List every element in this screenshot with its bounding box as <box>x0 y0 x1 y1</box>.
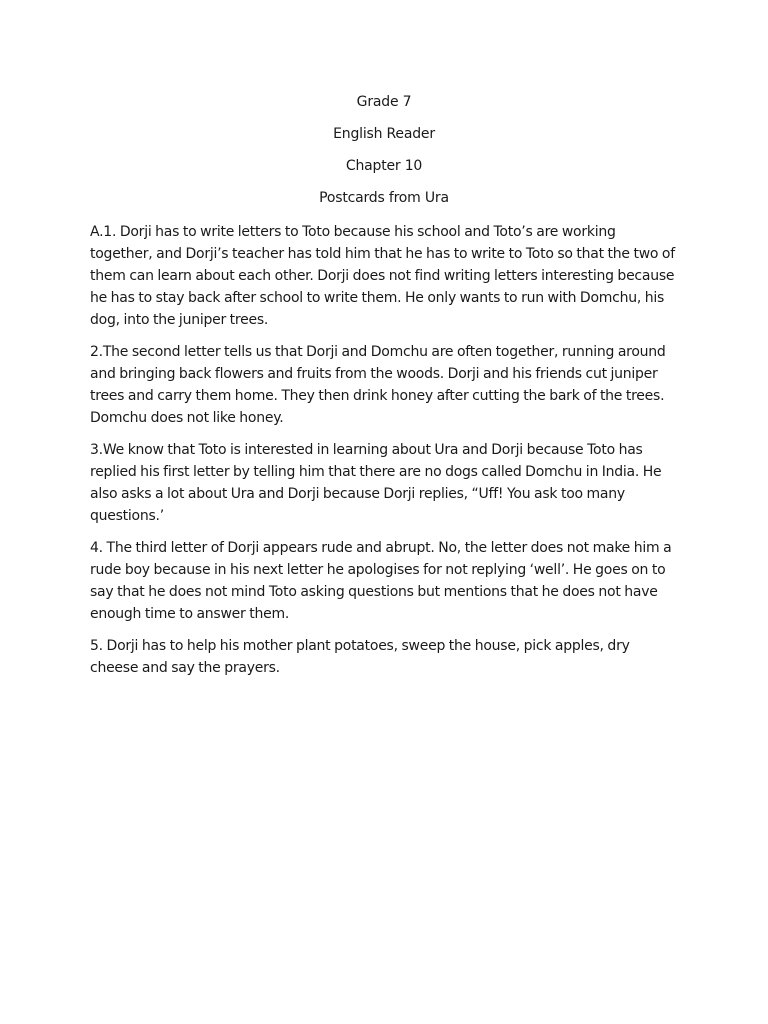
answer-4: 4. The third letter of Dorji appears rude and abrupt. No, the letter does not make him a rude boy because in his next letter he apologises for not replying ‘well’. He goes on to say that he does not mind Toto asking questions but mentions that he does not have enough time to answer them. <box>90 540 672 622</box>
chapter-title: Postcards from Ura <box>319 190 449 206</box>
grade-heading: Grade 7 <box>356 94 412 110</box>
answer-1: A.1. Dorji has to write letters to Toto because his school and Toto’s are working together, and Dorji’s teacher has told him that he has to write to Toto so that the two of them can learn about each other. Dorji does not find writing letters interesting because he has to stay back after school to write them. He only wants to run with Domchu, his dog, into the juniper trees. <box>90 224 675 328</box>
chapter-heading: Chapter 10 <box>345 158 423 174</box>
subject-heading: English Reader <box>333 126 435 142</box>
answer-5: 5. Dorji has to help his mother plant potatoes, sweep the house, pick apples, dry cheese and say the prayers. <box>90 638 630 676</box>
answer-2: 2.The second letter tells us that Dorji and Domchu are often together, running around and bringing back flowers and fruits from the woods. Dorji and his friends cut juniper trees and carry them home. They then drink honey after cutting the bark of the trees. Domchu does not like honey. <box>90 344 666 426</box>
answer-3: 3.We know that Toto is interested in learning about Ura and Dorji because Toto has replied his first letter by telling him that there are no dogs called Domchu in India. He also asks a lot about Ura and Dorji because Dorji replies, “Uff! You ask too many questions.’ <box>90 442 662 524</box>
document-heading-block <box>0 93 768 221</box>
answers-section <box>90 221 680 689</box>
